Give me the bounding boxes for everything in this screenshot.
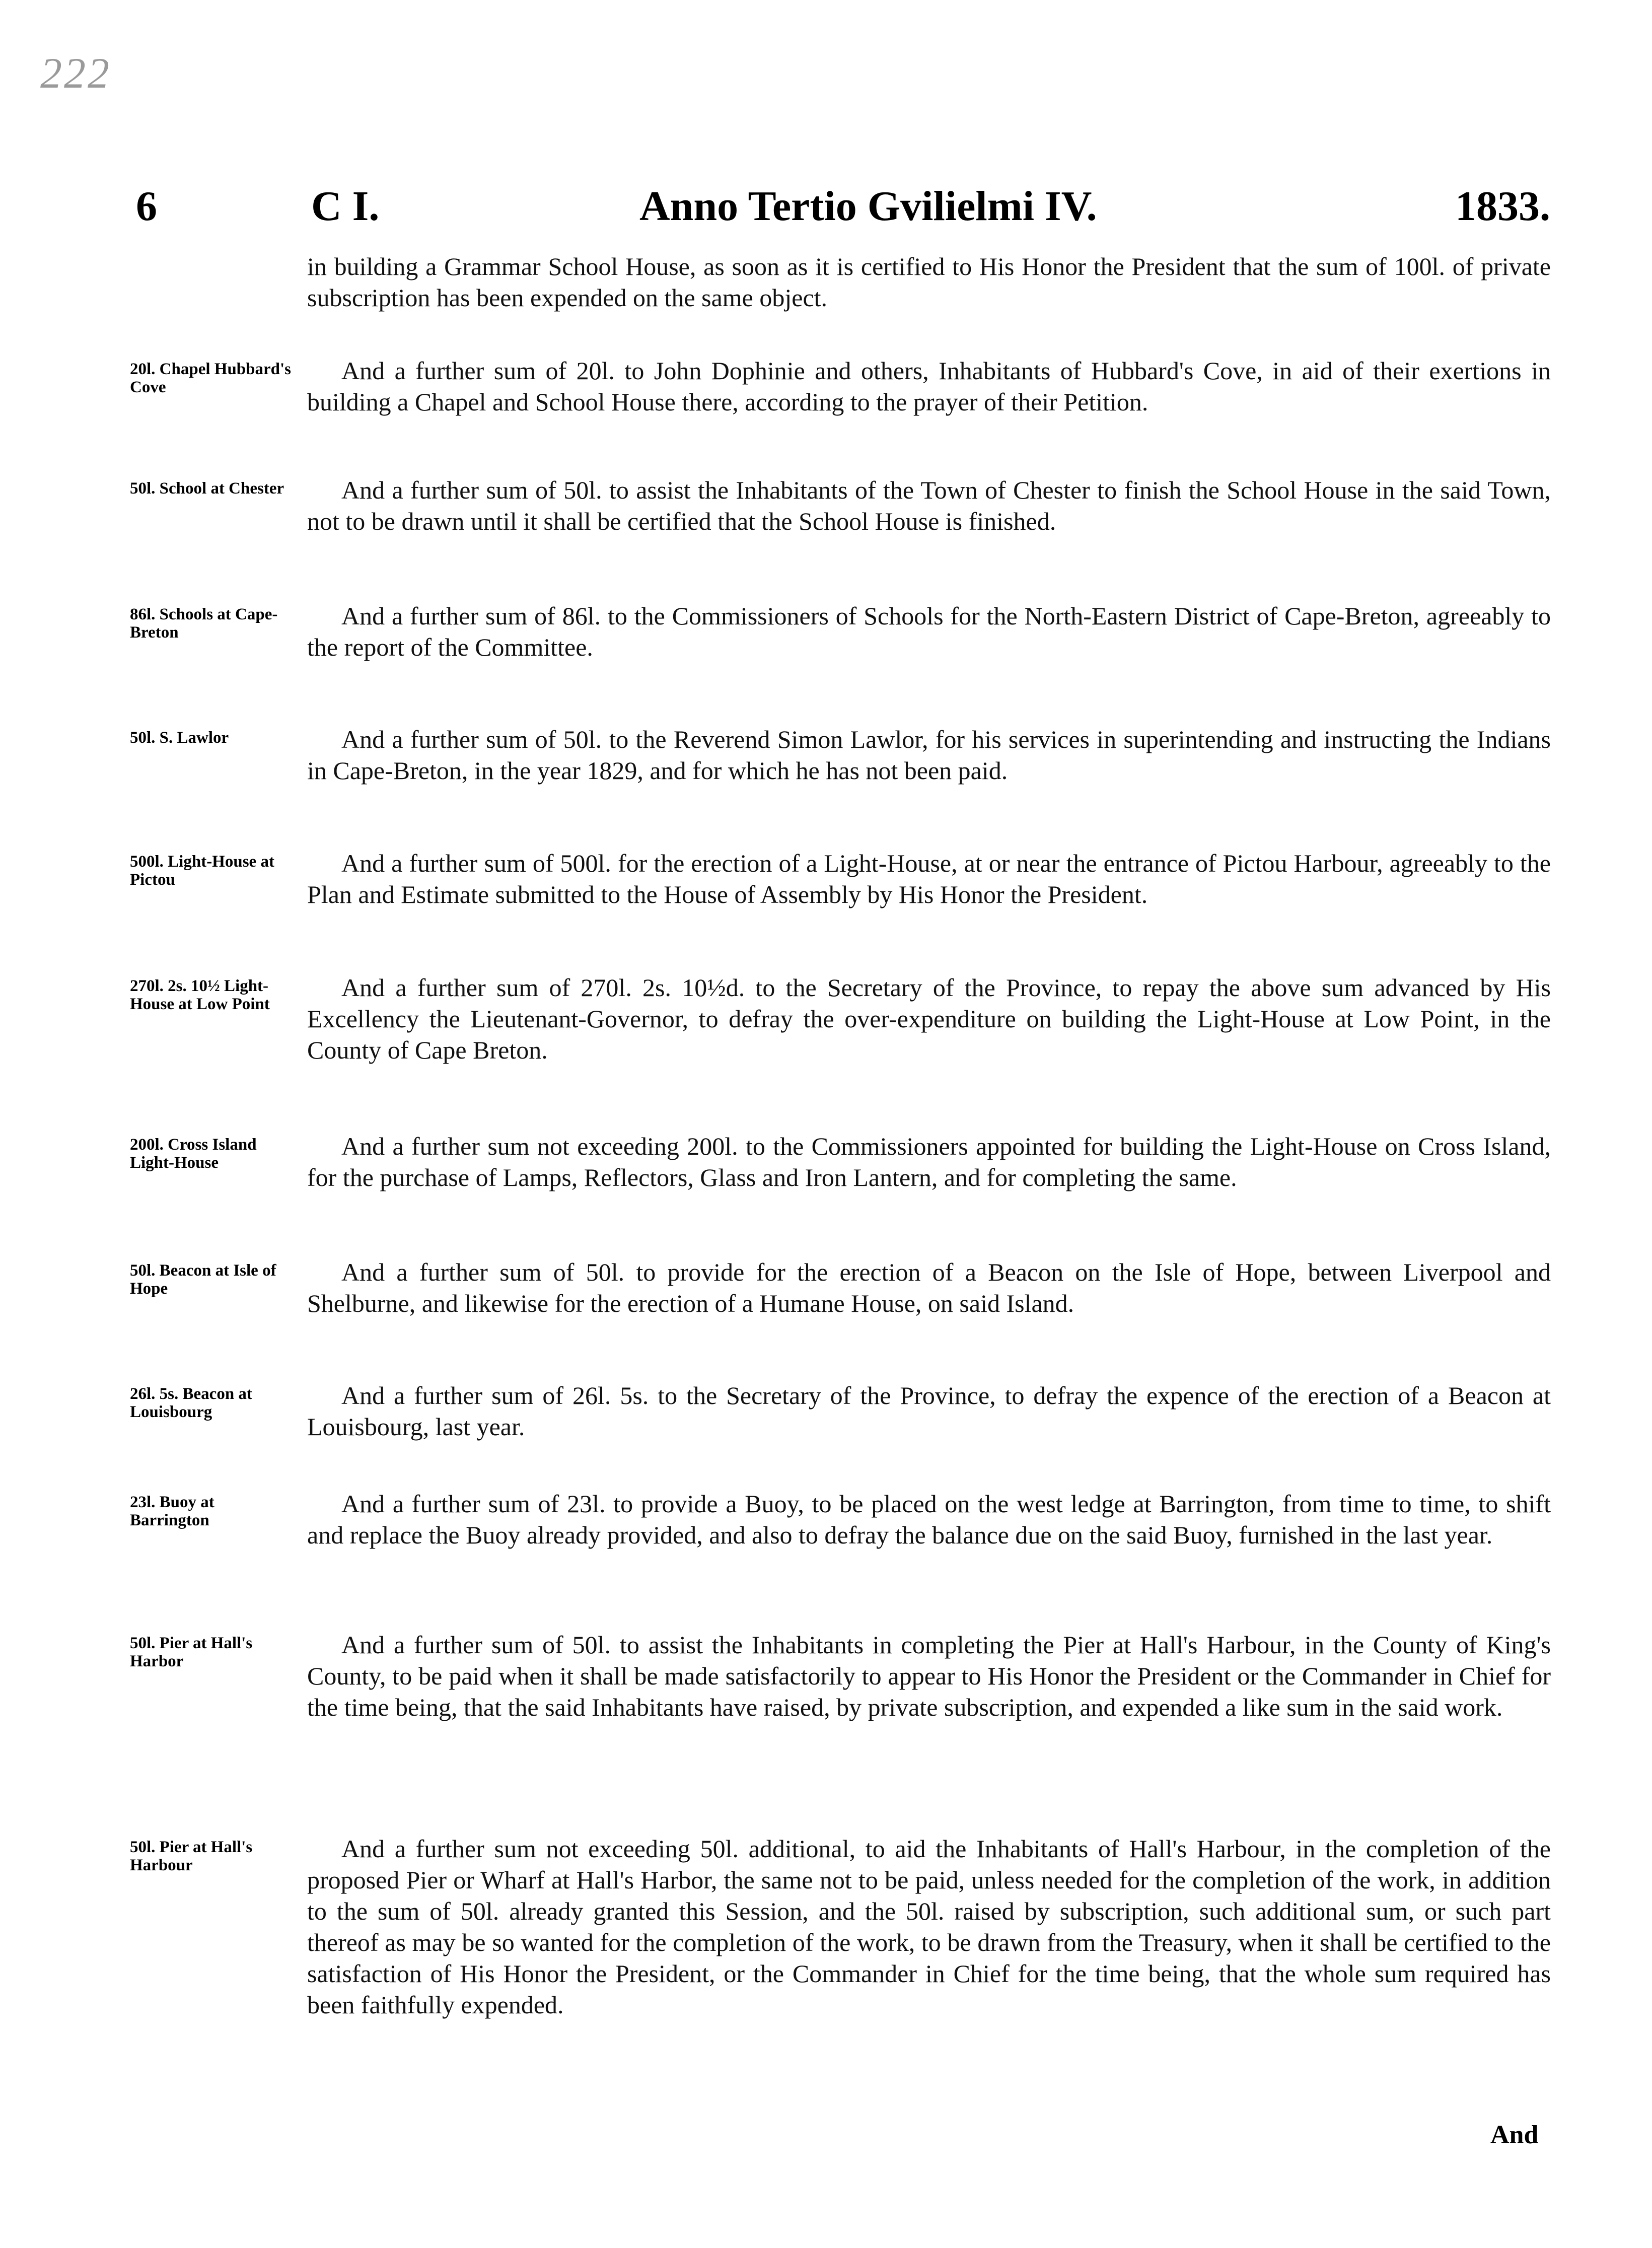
page-number: 6: [136, 183, 157, 230]
margin-note: 50l. Pier at Hall's Harbour: [130, 1838, 253, 1874]
running-header: [0, 176, 1652, 242]
paragraph-text: in building a Grammar School House, as soon as it is certified to His Honor the President that the sum of 100l. of private subscription has been expended on the same object.: [307, 252, 1551, 312]
margin-note: 50l. Pier at Hall's Harbor: [130, 1634, 253, 1670]
chapter-number: C I.: [311, 183, 380, 230]
margin-note: 20l. Chapel Hubbard's Cove: [130, 360, 292, 396]
running-title: Anno Tertio Gvilielmi IV.: [639, 183, 1097, 230]
paragraph-text: And a further sum of 50l. to the Reverend Simon Lawlor, for his services in superintending and instructing the Indians in Cape-Breton, in the year 1829, and for which he has not been paid.: [307, 725, 1551, 785]
margin-note: 270l. 2s. 10½ Light-House at Low Point: [130, 977, 270, 1013]
paragraph-text: And a further sum of 500l. for the erection of a Light-House, at or near the entrance of Pictou Harbour, agreeably to the Plan and Estimate submitted to the House of Assembly by His Honor the President.: [307, 849, 1551, 908]
catchword: And: [1490, 2121, 1539, 2149]
margin-note: 50l. School at Chester: [130, 479, 284, 498]
paragraph-text: And a further sum of 86l. to the Commissioners of Schools for the North-Eastern District of Cape-Breton, agreeably to the report of the Committee.: [307, 602, 1551, 661]
margin-note: 26l. 5s. Beacon at Louisbourg: [130, 1385, 252, 1421]
paragraph-text: And a further sum of 26l. 5s. to the Secretary of the Province, to defray the expence of the erection of a Beacon at Louisbourg, last year.: [307, 1381, 1551, 1441]
paragraph-text: And a further sum of 20l. to John Dophinie and others, Inhabitants of Hubbard's Cove, in aid of their exertions in building a Chapel and School House there, according to the prayer of their Petition.: [307, 357, 1551, 416]
margin-note: 23l. Buoy at Barrington: [130, 1493, 214, 1529]
margin-note: 50l. S. Lawlor: [130, 729, 229, 747]
margin-note: 200l. Cross Island Light-House: [130, 1136, 257, 1172]
continuation-paragraph: [307, 251, 1551, 313]
handwritten-page-mark: 222: [40, 49, 111, 97]
paragraph-text: And a further sum of 50l. to provide for the erection of a Beacon on the Isle of Hope, between Liverpool and Shelburne, and likewise for the erection of a Humane House, on said Island.: [307, 1258, 1551, 1317]
margin-note: 86l. Schools at Cape-Breton: [130, 605, 278, 642]
margin-note: 50l. Beacon at Isle of Hope: [130, 1261, 276, 1298]
paragraph-text: And a further sum of 50l. to assist the Inhabitants of the Town of Chester to finish the School House in the said Town, not to be drawn until it shall be certified that the School House is finished.: [307, 476, 1551, 535]
paragraph-text: And a further sum of 270l. 2s. 10½d. to the Secretary of the Province, to repay the above sum advanced by His Excellency the Lieutenant-Governor, to defray the over-expenditure on building the Light-House at Low Point, in the County of Cape Breton.: [307, 973, 1551, 1064]
margin-note: 500l. Light-House at Pictou: [130, 853, 274, 889]
paragraph-text: And a further sum of 23l. to provide a Buoy, to be placed on the west ledge at Barrington, from time to time, to shift and replace the Buoy already provided, and also to defray the balance due on the said Buoy, furnished in the last year.: [307, 1490, 1551, 1549]
paragraph-text: And a further sum not exceeding 50l. additional, to aid the Inhabitants of Hall's Harbour, in the completion of the proposed Pier or Wharf at Hall's Harbor, the same not to be paid, unless needed for the completion of the work, in addition to the sum of 50l. already granted this Session, and the 50l. raised by subscription, such additional sum, or such part thereof as may be so wanted for the completion of the work, to be drawn from the Treasury, when it shall be certified to the satisfaction of His Honor the President, or the Commander in Chief for the time being, that the whole sum required has been faithfully expended.: [307, 1835, 1551, 2019]
paragraph-text: And a further sum of 50l. to assist the Inhabitants in completing the Pier at Hall's Harbour, in the County of King's County, to be paid when it shall be made satisfactorily to appear to His Honor the President or the Commander in Chief for the time being, that the said Inhabitants have raised, by private subscription, and expended a like sum in the said work.: [307, 1631, 1551, 1721]
year: 1833.: [1455, 183, 1550, 230]
paragraph-text: And a further sum not exceeding 200l. to the Commissioners appointed for building the Light-House on Cross Island, for the purchase of Lamps, Reflectors, Glass and Iron Lantern, and for completing the same.: [307, 1132, 1551, 1191]
